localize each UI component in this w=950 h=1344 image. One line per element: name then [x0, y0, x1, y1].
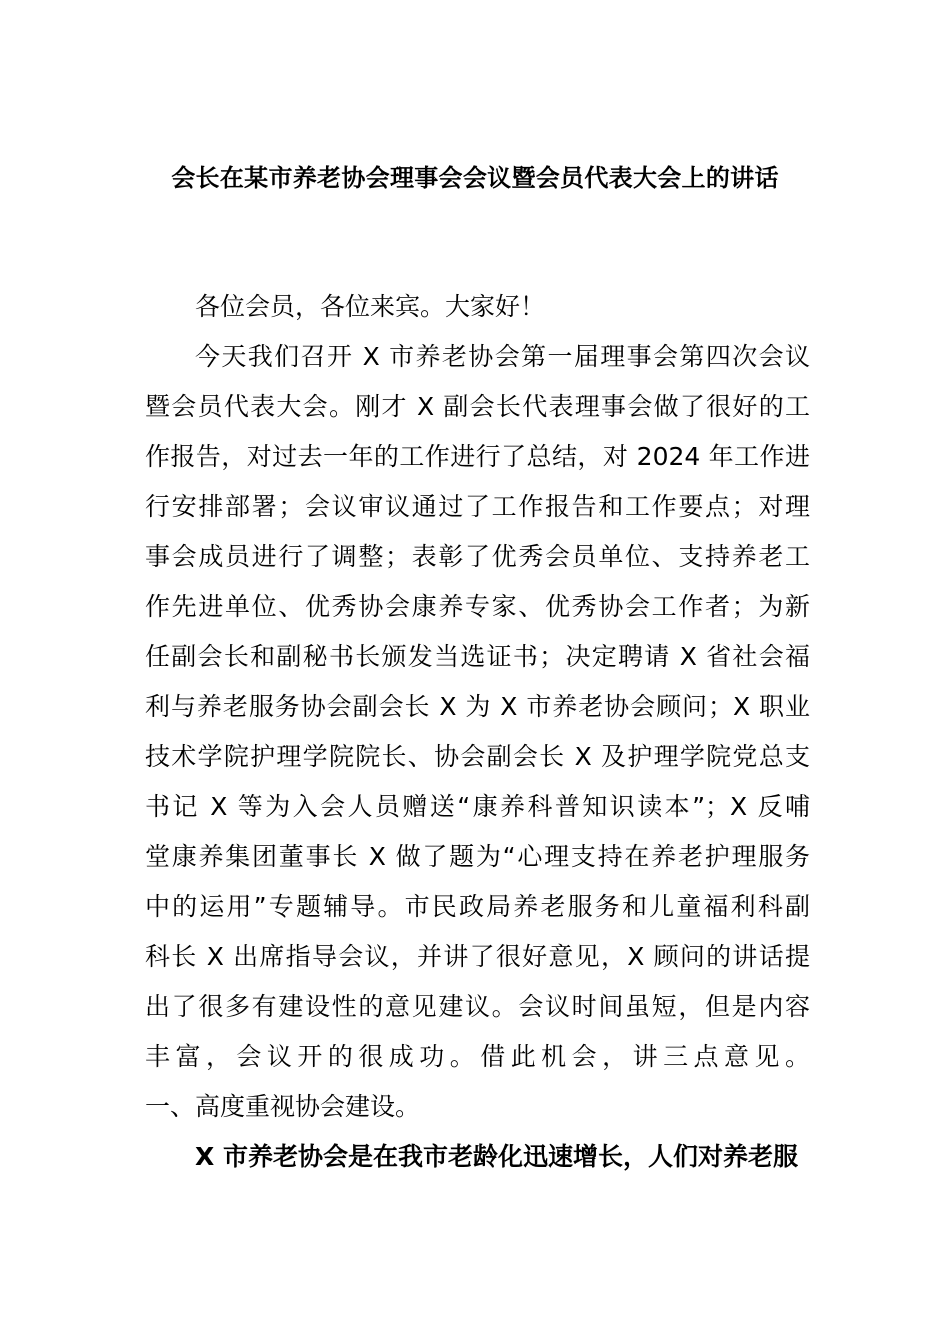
document-title: 会长在某市养老协会理事会会议暨会员代表大会上的讲话: [171, 164, 779, 192]
paragraph-line: [145, 1182, 810, 1232]
paragraph-line: 中的运用”专题辅导。市民政局养老服务和儿童福利科副: [145, 892, 810, 921]
paragraph-line: 暨会员代表大会。刚才 X 副会长代表理事会做了很好的工: [145, 392, 810, 421]
document-body: [145, 282, 810, 1232]
paragraph-line: 技术学院护理学院院长、协会副会长 X 及护理学院党总支: [145, 742, 810, 771]
paragraph-line: 利与养老服务协会副会长 X 为 X 市养老协会顾问；X 职业: [145, 692, 810, 721]
paragraph-line: 事会成员进行了调整；表彰了优秀会员单位、支持养老工: [145, 542, 810, 571]
greeting-line: 各位会员，各位来宾。大家好！: [195, 292, 546, 321]
paragraph-line: 丰富，会议开的很成功。借此机会，讲三点意见。: [145, 1042, 810, 1071]
paragraph-line: 行安排部署；会议审议通过了工作报告和工作要点；对理: [145, 492, 810, 521]
paragraph-line: 任副会长和副秘书长颁发当选证书；决定聘请 X 省社会福: [145, 642, 810, 671]
paragraph-line: 今天我们召开 X 市养老协会第一届理事会第四次会议: [195, 342, 810, 371]
paragraph-line: 作报告，对过去一年的工作进行了总结，对 2024 年工作进: [145, 442, 810, 471]
paragraph-line: 作先进单位、优秀协会康养专家、优秀协会工作者；为新: [145, 592, 810, 621]
section-heading: X 市养老协会是在我市老龄化迅速增长，人们对养老服: [195, 1142, 798, 1171]
paragraph-line: 书记 X 等为入会人员赠送“康养科普知识读本”；X 反哺: [145, 792, 810, 821]
paragraph-line: 出了很多有建设性的意见建议。会议时间虽短，但是内容: [145, 992, 810, 1021]
paragraph-line: 堂康养集团董事长 X 做了题为“心理支持在养老护理服务: [145, 842, 810, 871]
paragraph-line-last: 一、高度重视协会建设。: [145, 1092, 421, 1121]
paragraph-line: 科长 X 出席指导会议，并讲了很好意见，X 顾问的讲话提: [145, 942, 810, 971]
